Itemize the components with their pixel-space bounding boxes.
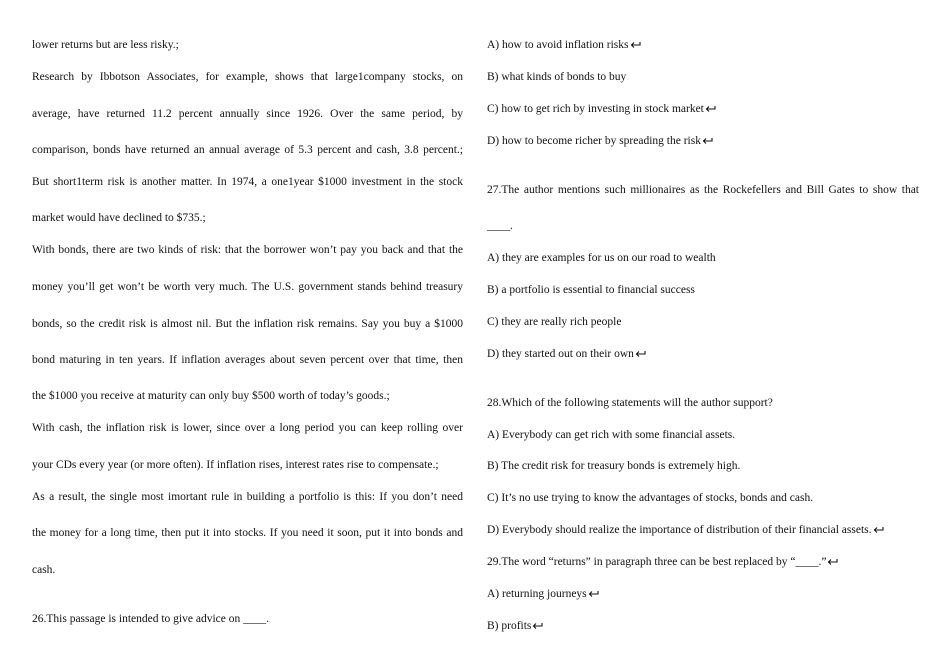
- passage-line: Research by Ibbotson Associates, for example, shows that large1company stocks, on: [32, 71, 463, 83]
- passage-line: your CDs every year (or more often). If inflation rises, interest rates rise to compensate.;: [32, 459, 439, 471]
- option-line: B) what kinds of bonds to buy: [487, 71, 627, 83]
- word-return-arrow-icon: [827, 558, 838, 566]
- passage-line: the $1000 you receive at maturity can only buy $500 worth of today’s goods.;: [32, 390, 390, 402]
- passage-line: But short1term risk is another matter. In 1974, a one1year $1000 investment in the stock: [32, 176, 463, 188]
- passage-line: money you’ll get won’t be worth very much. The U.S. government stands behind treasury: [32, 281, 463, 293]
- passage-line: As a result, the single most imortant rule in building a portfolio is this: If you don’t need: [32, 491, 463, 503]
- word-return-arrow-icon: [705, 105, 716, 113]
- option-line: D) how to become richer by spreading the risk: [487, 134, 713, 148]
- passage-line: market would have declined to $735.;: [32, 212, 206, 224]
- option-line: D) they started out on their own: [487, 347, 646, 361]
- option-line: B) The credit risk for treasury bonds is extremely high.: [487, 460, 741, 472]
- option-line: A) Everybody can get rich with some financial assets.: [487, 429, 736, 441]
- question-27: 27.The author mentions such millionaires as the Rockefellers and Bill Gates to show that: [487, 184, 919, 196]
- option-line: C) they are really rich people: [487, 316, 622, 328]
- option-line: A) they are examples for us on our road to wealth: [487, 252, 716, 264]
- word-return-arrow-icon: [588, 590, 599, 598]
- passage-line: cash.: [32, 564, 56, 576]
- passage-line: average, have returned 11.2 percent annually since 1926. Over the same period, by: [32, 108, 463, 120]
- word-return-arrow-icon: [532, 622, 543, 630]
- question-26: 26.This passage is intended to give advice on ____.: [32, 613, 269, 625]
- option-line: A) how to avoid inflation risks: [487, 38, 641, 52]
- option-line: B) a portfolio is essential to financial success: [487, 284, 695, 296]
- option-line: A) returning journeys: [487, 587, 599, 601]
- question-28: 28.Which of the following statements will the author support?: [487, 397, 773, 409]
- word-return-arrow-icon: [635, 350, 646, 358]
- question-27-blank: ____.: [487, 220, 513, 232]
- passage-line: bonds, so the credit risk is almost nil. But the inflation risk remains. Say you buy a $1000: [32, 318, 463, 330]
- option-line: C) how to get rich by investing in stock market: [487, 102, 716, 116]
- passage-line: bond maturing in ten years. If inflation averages about seven percent over that time, then: [32, 354, 463, 366]
- passage-line: the money for a long time, then put it into stocks. If you need it soon, put it into bonds and: [32, 527, 463, 539]
- passage-line: With cash, the inflation risk is lower, since over a long period you can keep rolling over: [32, 422, 463, 434]
- question-29: 29.The word “returns” in paragraph three can be best replaced by “____.”: [487, 555, 838, 569]
- word-return-arrow-icon: [873, 526, 884, 534]
- word-return-arrow-icon: [702, 137, 713, 145]
- passage-line: With bonds, there are two kinds of risk: that the borrower won’t pay you back and that the: [32, 244, 463, 256]
- passage-line: lower returns but are less risky.;: [32, 39, 179, 51]
- option-line: B) profits: [487, 619, 543, 633]
- option-line: D) Everybody should realize the importance of distribution of their financial assets.: [487, 523, 884, 537]
- option-line: C) It’s no use trying to know the advantages of stocks, bonds and cash.: [487, 492, 814, 504]
- passage-line: comparison, bonds have returned an annual average of 5.3 percent and cash, 3.8 percent.;: [32, 144, 463, 156]
- word-return-arrow-icon: [630, 41, 641, 49]
